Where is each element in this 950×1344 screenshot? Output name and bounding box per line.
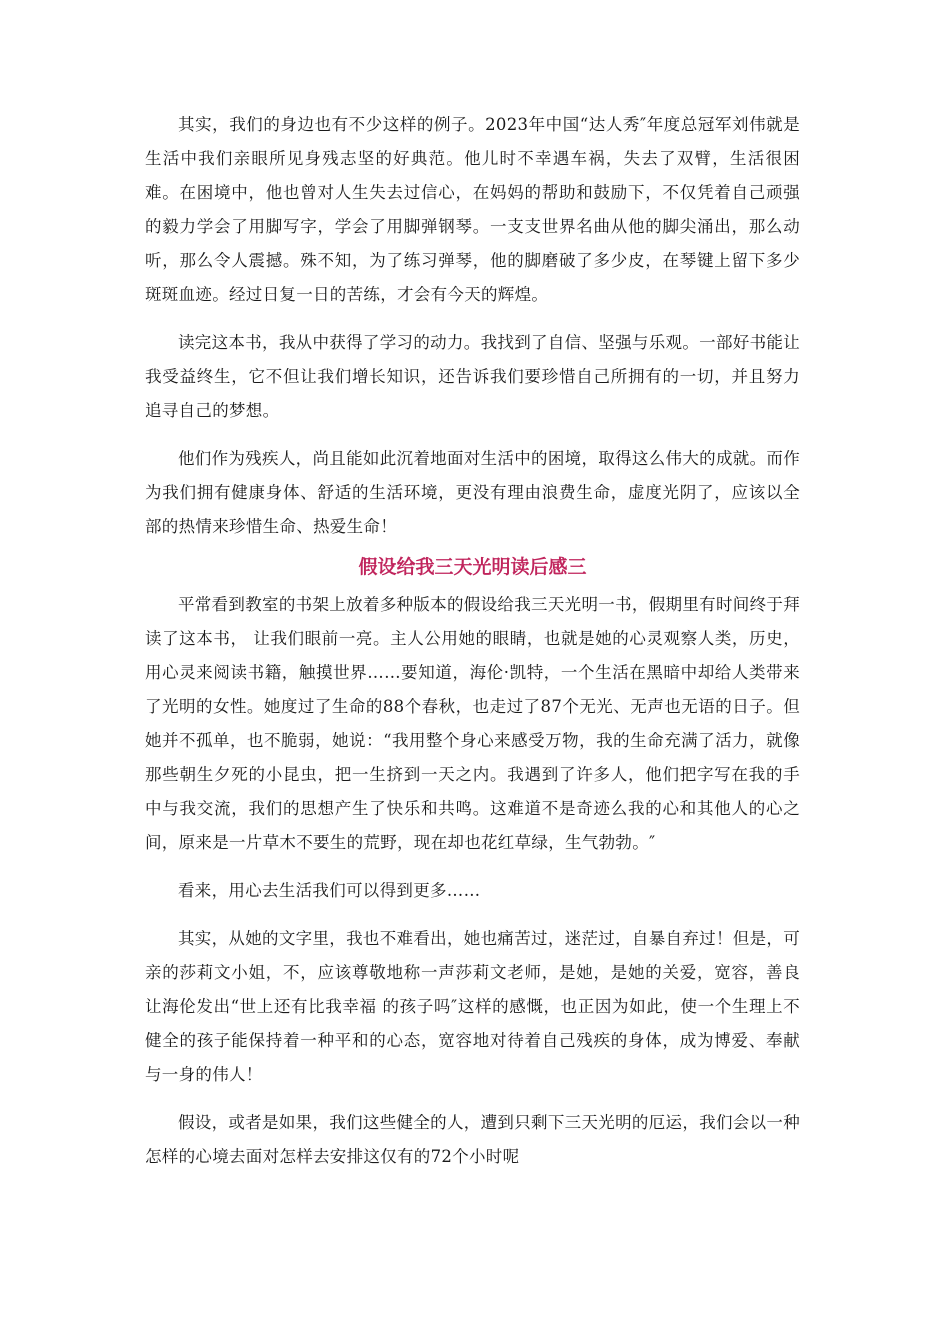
paragraph-gap: [145, 860, 800, 874]
paragraph-72-hours: 假设，或者是如果，我们这些健全的人，遭到只剩下三天光明的厄运，我们会以一种怎样的心境去面对怎样去安排这仅有的72个小时呢: [145, 1113, 800, 1166]
paragraph-gap: [145, 908, 800, 922]
paragraph-sullivan-teacher: 其实，从她的文字里，我也不难看出，她也痛苦过，迷茫过，自暴自弃过！但是，可亲的莎莉文小姐，不，应该尊敬地称一声莎莉文老师，是她，是她的关爱，宽容，善良让海伦发出“世上还有比我幸福 的孩子吗″这样的感慨，也正因为如此，使一个生理上不健全的孩子能保持着一种平和的心态，宽容地对待着自己残疾的身体，成为博爱、奉献与一身的伟人！: [145, 929, 800, 1084]
paragraph-liu-wei-example: 其实，我们的身边也有不少这样的例子。2023年中国“达人秀″年度总冠军刘伟就是生活中我们亲眼所见身残志坚的好典范。他儿时不幸遇车祸，失去了双臂，生活很困难。在困境中，他也曾对人生失去过信心，在妈妈的帮助和鼓励下，不仅凭着自己顽强的毅力学会了用脚写字，学会了用脚弹钢琴。一支支世界名曲从他的脚尖涌出，那么动听，那么令人震撼。殊不知，为了练习弹琴，他的脚磨破了多少皮，在琴键上留下多少斑斑血迹。经过日复一日的苦练，才会有今天的辉煌。: [145, 115, 800, 304]
paragraph-gap: [145, 428, 800, 442]
paragraph-learning-motivation: 读完这本书，我从中获得了学习的动力。我找到了自信、坚强与乐观。一部好书能让我受益终生，它不但让我们增长知识，还告诉我们要珍惜自己所拥有的一切，并且努力追寻自己的梦想。: [145, 333, 800, 420]
paragraph-cherish-life: 他们作为残疾人，尚且能如此沉着地面对生活中的困境，取得这么伟大的成就。而作为我们拥有健康身体、舒适的生活环境，更没有理由浪费生命，虚度光阴了，应该以全部的热情来珍惜生命、热爱生命！: [145, 449, 800, 536]
paragraph-gap: [145, 312, 800, 326]
document-page: [145, 108, 800, 1174]
paragraph-live-with-heart: 看来，用心去生活我们可以得到更多……: [178, 881, 481, 900]
section-title: 假设给我三天光明读后感三: [358, 556, 587, 578]
paragraph-helen-keller: 平常看到教室的书架上放着多种版本的假设给我三天光明一书，假期里有时间终于拜读了这本书， 让我们眼前一亮。主人公用她的眼睛，也就是她的心灵观察人类，历史，用心灵来阅读书籍，触摸世界……要知道，海伦·凯特，一个生活在黑暗中却给人类带来了光明的女性。她度过了生命的88个春秋，也走过了87个无光、无声也无语的日子。但她并不孤单，也不脆弱，她说：“我用整个身心来感受万物，我的生命充满了活力，就像那些朝生夕死的小昆虫，把一生挤到一天之内。我遇到了许多人，他们把字写在我的手中与我交流，我们的思想产生了快乐和共鸣。这难道不是奇迹么我的心和其他人的心之间，原来是一片草木不要生的荒野，现在却也花红草绿，生气勃勃。″: [145, 595, 800, 852]
paragraph-gap: [145, 1092, 800, 1106]
